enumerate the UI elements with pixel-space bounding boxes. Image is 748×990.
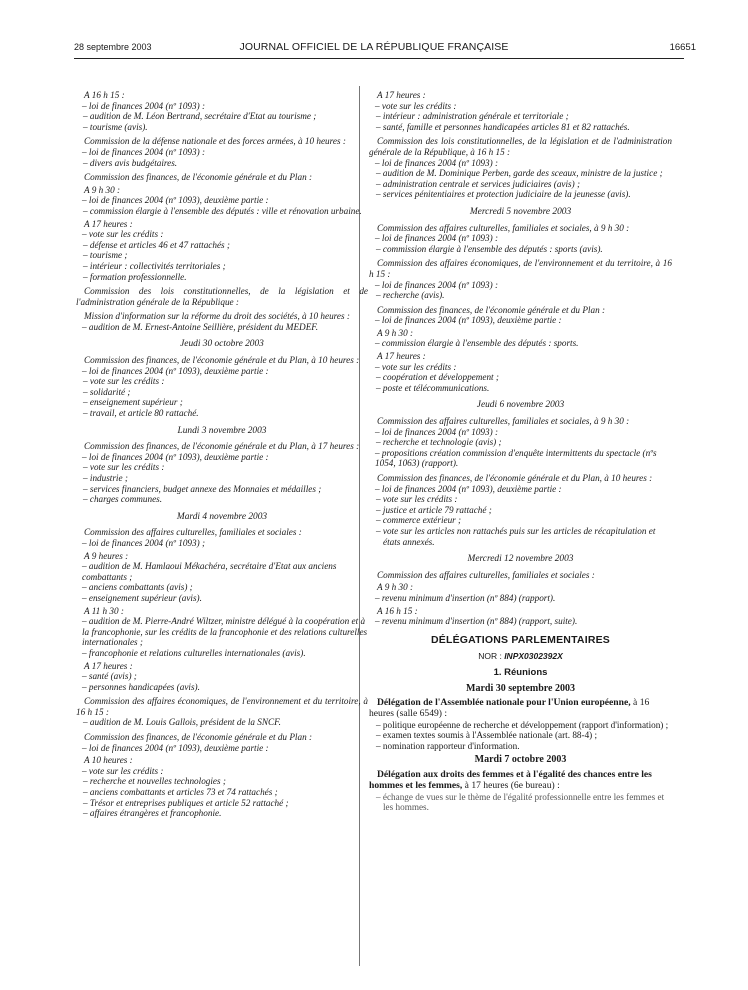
agenda-item: – francophonie et relations culturelles internationales (avis). — [82, 647, 306, 658]
agenda-subitem: – recherche et technologie (avis) ; — [376, 437, 502, 448]
agenda-subitem: – tourisme (avis). — [83, 121, 148, 132]
day-heading: Mardi 4 novembre 2003 — [176, 511, 268, 522]
agenda-item: – anciens combattants (avis) ; — [82, 582, 193, 593]
committee-heading: Commission de la défense nationale et des forces armées, à 10 heures : — [84, 136, 346, 147]
agenda-item: – audition de M. Hamlaoui Mékachéra, secrétaire d'Etat aux anciens combattants ; — [82, 561, 337, 582]
agenda-item: – loi de finances 2004 (nº 1093), deuxième partie : — [82, 195, 269, 206]
agenda-item: – vote sur les crédits : — [375, 100, 457, 111]
agenda-subitem: – justice et article 79 rattaché ; — [376, 504, 492, 515]
delegation-1-title: Délégation de l'Assemblée nationale pour l'Union européenne, — [377, 697, 631, 709]
session-time: A 10 heures : — [84, 755, 133, 766]
agenda-subitem: – administration centrale et services judiciaires (avis) ; — [376, 178, 581, 189]
agenda-item: – vote sur les crédits : — [82, 765, 164, 776]
agenda-subitem: – formation professionnelle. — [83, 271, 187, 282]
header-rule — [74, 58, 684, 59]
agenda-item: – loi de finances 2004 (nº 1093) : — [375, 157, 499, 168]
delegation-agenda-item: – politique européenne de recherche et développement (rapport d'information) ; — [376, 719, 669, 730]
agenda-item: – loi de finances 2004 (nº 1093), deuxième partie : — [375, 315, 562, 326]
agenda-item: – loi de finances 2004 (nº 1093) : — [375, 279, 499, 290]
session-time: A 9 h 30 : — [377, 327, 414, 338]
agenda-subitem: – intérieur : administration générale et territoriale ; — [376, 111, 569, 122]
session-time: A 17 heures : — [377, 90, 426, 100]
agenda-subitem: – Trésor et entreprises publiques et article 52 rattaché ; — [83, 797, 289, 808]
agenda-subitem: – vote sur les crédits : — [83, 462, 165, 473]
committee-heading: Commission des lois constitutionnelles, de la législation et de l'administration générale de la République, à 16 h 15 : — [369, 136, 672, 157]
agenda-subitem: – intérieur : collectivités territoriales ; — [83, 260, 226, 271]
committee-heading: Commission des finances, de l'économie générale et du Plan : — [84, 732, 313, 743]
agenda-item: – propositions création commission d'enquête intermittents du spectacle (nºs 1054, 1063) (rapport). — [375, 447, 657, 469]
left-column — [76, 88, 368, 819]
agenda-item: – audition de M. Ernest-Antoine Seillière, président du MEDEF. — [82, 321, 319, 332]
agenda-subitem: – tourisme ; — [83, 250, 128, 261]
agenda-subitem: – solidarité ; — [83, 386, 131, 397]
committee-heading: Commission des affaires culturelles, familiales et sociales, à 9 h 30 : — [377, 222, 630, 233]
committee-heading: Commission des affaires culturelles, familiales et sociales : — [84, 527, 302, 538]
nor-value: INPX0302392X — [504, 651, 563, 662]
delegation-day-2: Mardi 7 octobre 2003 — [474, 754, 567, 766]
session-time: A 17 heures : — [377, 351, 426, 362]
agenda-subitem: – commission élargie à l'ensemble des députés : ville et rénovation urbaine. — [83, 205, 362, 216]
delegation-1 — [369, 698, 672, 720]
agenda-subitem: – vote sur les articles non rattachés puis sur les articles de récapitulation et états annexés. — [376, 525, 656, 547]
delegation-agenda-item: – échange de vues sur le thème de l'égalité professionnelle entre les femmes et les hommes. — [376, 791, 665, 813]
agenda-subitem: – vote sur les crédits : — [83, 376, 165, 387]
delegation-2-title: Délégation aux droits des femmes et à l'égalité des chances entre les hommes et les femmes, — [369, 769, 652, 791]
day-heading: Mercredi 5 novembre 2003 — [469, 206, 572, 217]
session-time: A 9 h 30 : — [84, 184, 121, 195]
agenda-subitem: – services financiers, budget annexe des Monnaies et médailles ; — [83, 483, 322, 494]
committee-heading: Commission des affaires économiques, de l'environnement et du territoire, à 16 h 15 : — [369, 258, 672, 279]
agenda-subitem: – commerce extérieur ; — [376, 515, 462, 526]
committee-heading: Commission des finances, de l'économie générale et du Plan, à 10 heures : — [84, 355, 360, 366]
day-heading: Jeudi 30 octobre 2003 — [180, 339, 264, 350]
agenda-subitem: – commission élargie à l'ensemble des députés : sports (avis). — [376, 243, 603, 254]
agenda-subitem: – divers avis budgétaires. — [83, 157, 178, 168]
day-heading: Lundi 3 novembre 2003 — [177, 425, 267, 436]
delegation-2 — [369, 770, 672, 792]
agenda-subitem: – affaires étrangères et francophonie. — [83, 808, 222, 819]
committee-heading: Commission des affaires culturelles, familiales et sociales, à 9 h 30 : — [377, 416, 630, 427]
committee-heading: Commission des lois constitutionnelles, de la législation et de l'administration générale de la République : — [76, 286, 368, 307]
session-time: A 17 heures : — [84, 660, 133, 671]
delegation-day-1: Mardi 30 septembre 2003 — [466, 682, 575, 694]
agenda-subitem: – travail, et article 80 rattaché. — [83, 408, 199, 419]
header-date: 28 septembre 2003 — [74, 42, 152, 52]
agenda-subitem: – audition de M. Léon Bertrand, secrétaire d'Etat au tourisme ; — [83, 111, 317, 122]
agenda-item: – loi de finances 2004 (nº 1093) ; — [82, 537, 206, 548]
committee-heading: Commission des finances, de l'économie générale et du Plan : — [377, 304, 606, 315]
session-time: A 9 heures : — [84, 550, 129, 561]
committee-heading: Commission des affaires culturelles, familiales et sociales : — [377, 569, 595, 580]
committee-heading: Commission des affaires économiques, de l'environnement et du territoire, à 16 h 15 : — [76, 696, 368, 717]
agenda-subitem: – industrie ; — [83, 473, 128, 483]
agenda-item: – loi de finances 2004 (nº 1093) : — [375, 426, 499, 437]
day-heading: Jeudi 6 novembre 2003 — [476, 400, 565, 411]
agenda-subitem: – poste et télécommunications. — [376, 382, 490, 393]
delegation-2-time: à 17 heures (6e bureau) : — [464, 779, 560, 791]
committee-heading: Mission d'information sur la réforme du droit des sociétés, à 10 heures : — [84, 311, 350, 322]
committee-heading: Commission des finances, de l'économie générale et du Plan : — [84, 172, 313, 183]
agenda-subitem: – défense et articles 46 et 47 rattachés ; — [83, 239, 230, 250]
agenda-item: – loi de finances 2004 (nº 1093) : — [82, 100, 206, 111]
agenda-subitem: – anciens combattants et articles 73 et 74 rattachés ; — [83, 787, 278, 798]
agenda-subitem: – audition de M. Louis Gallois, président de la SNCF. — [83, 717, 281, 728]
agenda-item: – loi de finances 2004 (nº 1093), deuxième partie : — [82, 451, 269, 462]
agenda-item: – loi de finances 2004 (nº 1093) : — [82, 146, 206, 157]
agenda-subitem: – vote sur les crédits : — [376, 494, 458, 505]
agenda-item: – loi de finances 2004 (nº 1093) : — [375, 233, 499, 244]
journal-title: JOURNAL OFFICIEL DE LA RÉPUBLIQUE FRANÇAISE — [239, 41, 509, 53]
agenda-subitem: – audition de M. Dominique Perben, garde des sceaux, ministre de la justice ; — [376, 168, 663, 179]
right-column-agenda — [369, 90, 672, 627]
agenda-item: – commission élargie à l'ensemble des députés : sports. — [375, 338, 579, 349]
agenda-subitem: – coopération et développement ; — [376, 372, 499, 383]
nor-reference — [369, 651, 672, 662]
agenda-subitem: – enseignement supérieur ; — [83, 397, 183, 408]
agenda-item: – revenu minimum d'insertion (nº 884) (rapport). — [375, 592, 556, 603]
delegations-title: DÉLÉGATIONS PARLEMENTAIRES — [430, 633, 611, 646]
agenda-item: – loi de finances 2004 (nº 1093), deuxième partie : — [82, 365, 269, 376]
section-subtitle: 1. Réunions — [493, 666, 548, 678]
agenda-item: – santé (avis) ; — [82, 671, 137, 682]
agenda-subitem: – recherche (avis). — [376, 290, 445, 301]
session-time: A 11 h 30 : — [84, 605, 124, 616]
right-column — [369, 88, 672, 813]
agenda-item: – revenu minimum d'insertion (nº 884) (rapport, suite). — [375, 616, 578, 627]
agenda-subitem: – charges communes. — [83, 494, 163, 505]
agenda-item: – vote sur les crédits : — [82, 229, 164, 240]
agenda-item: – loi de finances 2004 (nº 1093), deuxième partie : — [82, 742, 269, 753]
delegation-agenda-item: – nomination rapporteur d'information. — [376, 740, 520, 751]
session-time: A 17 heures : — [84, 218, 133, 229]
session-time: A 9 h 30 : — [377, 582, 414, 593]
session-time: A 16 h 15 : — [377, 605, 418, 616]
page-header — [0, 42, 748, 56]
agenda-item: – personnes handicapées (avis). — [82, 681, 200, 692]
committee-heading: Commission des finances, de l'économie générale et du Plan, à 17 heures : — [84, 441, 360, 452]
session-time: A 16 h 15 : — [84, 90, 125, 100]
page-number: 16651 — [669, 42, 696, 53]
committee-heading: Commission des finances, de l'économie générale et du Plan, à 10 heures : — [377, 473, 653, 483]
delegation-2-items — [369, 792, 672, 813]
agenda-item: – enseignement supérieur (avis). — [82, 592, 202, 603]
agenda-item: – vote sur les crédits : — [375, 361, 457, 372]
day-heading: Mercredi 12 novembre 2003 — [467, 554, 574, 565]
agenda-item: – audition de M. Pierre-André Wiltzer, ministre délégué à la coopération et à la francophonie, sur les crédits de la francophonie et des relations culturelles internationales ; — [82, 616, 368, 648]
nor-label: NOR : — [478, 651, 502, 662]
agenda-subitem: – santé, famille et personnes handicapées articles 81 et 82 rattachés. — [376, 121, 630, 132]
agenda-item: – loi de finances 2004 (nº 1093), deuxième partie : — [375, 483, 562, 494]
delegation-1-items — [369, 720, 672, 752]
agenda-subitem: – recherche et nouvelles technologies ; — [83, 776, 226, 787]
delegation-agenda-item: – examen textes soumis à l'Assemblée nationale (art. 88-4) ; — [376, 730, 598, 741]
agenda-subitem: – services pénitentiaires et protection judiciaire de la jeunesse (avis). — [376, 189, 631, 200]
delegation-1-time: à 16 heures (salle 6549) : — [369, 697, 650, 719]
